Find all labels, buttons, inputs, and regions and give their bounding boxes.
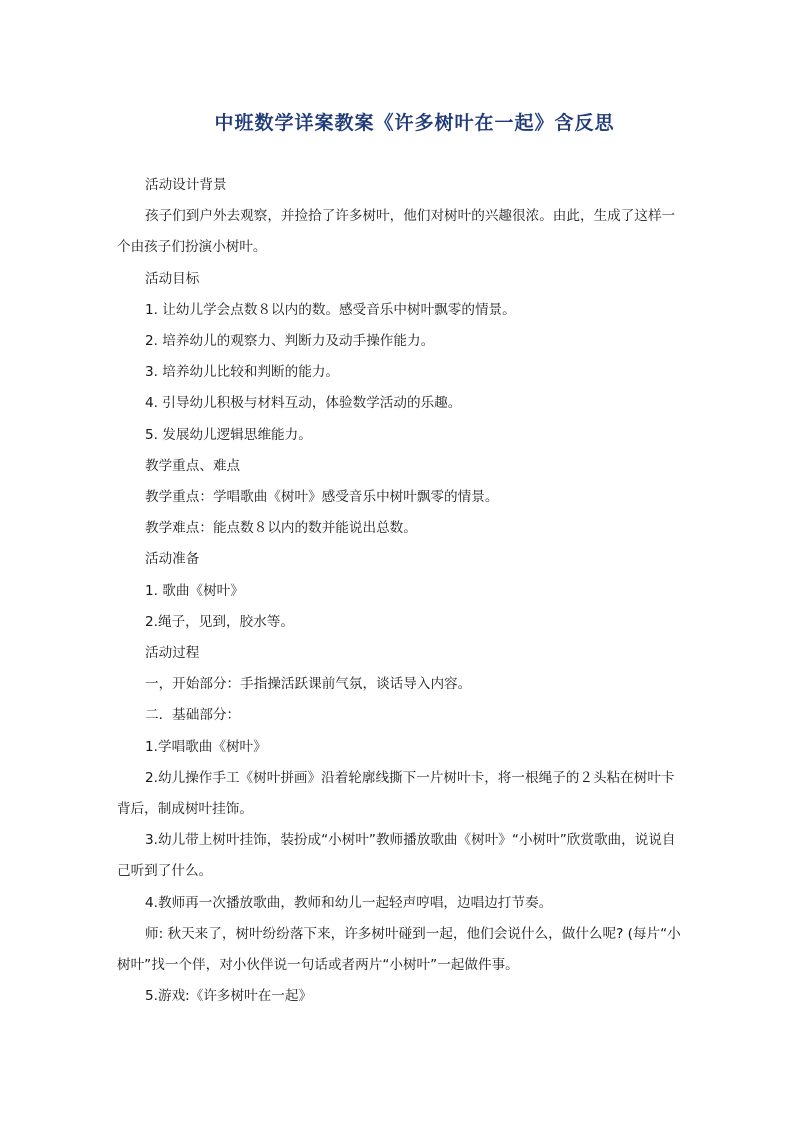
goal-item-4: 4. 引导幼儿积极与材料互动，体验数学活动的乐趣。 — [145, 395, 462, 412]
process-step-1: 1.学唱歌曲《树叶》 — [145, 738, 267, 755]
section-heading-background: 活动设计背景 — [145, 177, 227, 193]
process-step-4: 4.教师再一次播放歌曲，教师和幼儿一起轻声哼唱，边唱边打节奏。 — [145, 894, 553, 911]
goal-item-3: 3. 培养幼儿比较和判断的能力。 — [145, 364, 340, 381]
difficult-point-text: 教学难点：能点数８以内的数并能说出总数。 — [145, 520, 417, 537]
teacher-dialogue: 师: 秋天来了，树叶纷纷落下来，许多树叶碰到一起，他们会说什么，做什么呢? (每片“小树叶”找一个伴，对小伙伴说一句话或者两片“小树叶”一起做件事。 — [117, 925, 681, 974]
process-part-1: 一，开始部分：手指操活跃课前气氛，谈话导入内容。 — [145, 676, 472, 693]
goal-item-2: 2. 培养幼儿的观察力、判断力及动手操作能力。 — [145, 333, 435, 350]
process-step-5: 5.游戏:《许多树叶在一起》 — [145, 988, 313, 1005]
preparation-item-1: 1. 歌曲《树叶》 — [145, 582, 244, 599]
section-heading-key-points: 教学重点、难点 — [145, 457, 241, 474]
process-step-2: 2.幼儿操作手工《树叶拼画》沿着轮廓线撕下一片树叶卡，将一根绳子的２头粘在树叶卡背后，制成树叶挂饰。 — [117, 769, 675, 818]
preparation-item-2: 2.绳子，见到，胶水等。 — [145, 613, 294, 630]
section-heading-goals: 活动目标 — [145, 270, 200, 287]
document-body — [117, 170, 683, 1012]
paragraph-background-text: 孩子们到户外去观察，并捡拾了许多树叶，他们对树叶的兴趣很浓。由此，生成了这样一个由孩子们扮演小树叶。 — [117, 208, 676, 256]
goal-item-1: 1. 让幼儿学会点数８以内的数。感受音乐中树叶飘零的情景。 — [145, 301, 516, 318]
process-step-3: 3.幼儿带上树叶挂饰，装扮成“小树叶”教师播放歌曲《树叶》“小树叶”欣赏歌曲，说说自己听到了什么。 — [117, 832, 676, 880]
process-part-2: 二．基础部分： — [145, 707, 241, 724]
key-point-text: 教学重点：学唱歌曲《树叶》感受音乐中树叶飘零的情景。 — [145, 489, 499, 506]
document-title: 中班数学详案教案《许多树叶在一起》含反思 — [214, 112, 615, 134]
section-heading-preparation: 活动准备 — [145, 551, 200, 568]
section-heading-process: 活动过程 — [145, 645, 200, 662]
goal-item-5: 5. 发展幼儿逻辑思维能力。 — [145, 426, 312, 443]
